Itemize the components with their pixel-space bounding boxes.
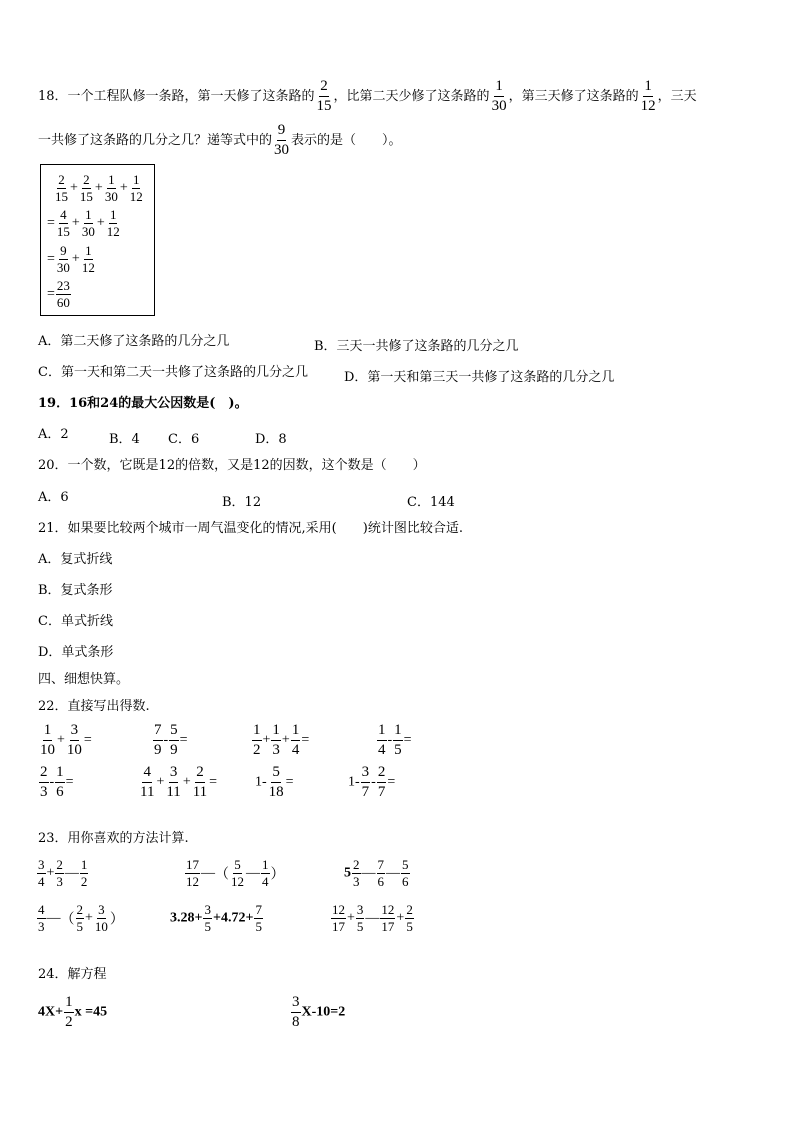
fraction	[261, 858, 270, 889]
numerator: 5	[169, 722, 179, 741]
fraction	[361, 764, 371, 801]
math-operator: =	[387, 774, 396, 790]
math-operator: -	[49, 774, 55, 790]
math-operator: -	[387, 732, 393, 748]
fraction	[203, 903, 212, 934]
denominator: 15	[79, 189, 93, 204]
denominator: 10	[94, 919, 108, 934]
option-b[interactable]: B．4	[109, 432, 140, 447]
numerator: 2	[353, 857, 360, 872]
fraction	[380, 903, 395, 934]
denominator: 9	[170, 742, 178, 758]
box-row	[53, 173, 145, 204]
math-operator: ）	[270, 867, 285, 883]
numerator: 1	[132, 172, 140, 187]
denominator: 12	[129, 189, 143, 204]
q22-item	[255, 764, 294, 801]
denominator: 9	[154, 742, 162, 758]
fraction	[271, 722, 281, 759]
math-operator: （	[60, 912, 75, 928]
math-operator: +	[46, 865, 55, 881]
denominator: 5	[356, 919, 364, 934]
numerator: 3	[38, 857, 45, 872]
numerator: 1	[80, 857, 88, 872]
numerator: 4	[60, 207, 67, 222]
math-operator: +4.72+	[212, 910, 254, 926]
math-operator: =	[83, 732, 92, 748]
denominator: 5	[255, 919, 262, 934]
option-d[interactable]: D．第一天和第三天一共修了这条路的几分之几	[344, 370, 615, 385]
denominator: 30	[104, 189, 118, 204]
q23-item	[330, 903, 415, 934]
math-operator: =	[47, 286, 55, 302]
fraction	[377, 764, 387, 801]
fraction	[94, 903, 109, 934]
math-operator: =	[403, 732, 412, 748]
fraction	[39, 764, 49, 801]
denominator: 12	[81, 260, 95, 275]
fraction	[291, 722, 301, 759]
q22-item	[152, 722, 188, 759]
math-operator: =	[65, 774, 74, 790]
numerator: 1	[271, 722, 281, 741]
fraction	[393, 722, 403, 759]
q23-text: 23．用你喜欢的方法计算.	[38, 831, 189, 846]
denominator: 2	[253, 742, 261, 758]
denominator: 15	[56, 224, 70, 239]
numerator: 2	[39, 764, 49, 783]
denominator: 6	[377, 874, 384, 889]
denominator: 6	[402, 874, 409, 889]
option-c[interactable]: C．6	[168, 432, 200, 447]
denominator: 4	[38, 874, 45, 889]
fraction	[268, 764, 285, 801]
numerator: 12	[381, 902, 395, 917]
math-operator: —	[201, 865, 215, 881]
denominator: 15	[316, 98, 332, 114]
math-operator: -	[163, 732, 169, 748]
denominator: 3	[272, 742, 280, 758]
q18-text: 18．一个工程队修一条路，第一天修了这条路的	[38, 89, 315, 104]
math-operator: 1-	[255, 774, 267, 790]
denominator: 4	[291, 742, 300, 758]
fraction	[55, 858, 64, 889]
math-operator: ）	[109, 912, 124, 928]
math-operator: +	[96, 215, 105, 231]
numerator: 1	[262, 857, 269, 872]
math-operator: +	[156, 774, 165, 790]
denominator: 30	[274, 142, 290, 158]
denominator: 17	[381, 919, 395, 934]
fraction	[252, 722, 262, 759]
math-operator: 3.28+	[170, 910, 203, 926]
q22-item	[251, 722, 309, 759]
denominator: 11	[140, 784, 155, 800]
denominator: 5	[76, 919, 83, 934]
fraction	[273, 122, 290, 159]
fraction	[56, 208, 71, 239]
fraction	[377, 858, 386, 889]
q18-line2: 一共修了这条路的几分之几？递等式中的 $\frac{9}{30}$ 表示的是（ ）。	[38, 122, 402, 158]
q21-text: 21．如果要比较两个城市一周气温变化的情况,采用( )统计图比较合适.	[38, 521, 463, 536]
fraction	[316, 78, 333, 115]
fraction	[37, 903, 46, 934]
fraction	[192, 764, 208, 801]
numerator: 2	[377, 764, 387, 783]
fraction	[153, 722, 163, 759]
denominator: 2	[80, 874, 88, 889]
fraction	[106, 208, 121, 239]
fraction	[81, 208, 96, 239]
math-operator: +	[182, 774, 191, 790]
option-b[interactable]: B．复式条形	[38, 583, 113, 598]
denominator: 3	[38, 919, 45, 934]
numerator: 7	[153, 722, 163, 741]
denominator: 3	[40, 784, 48, 800]
math-operator: —	[386, 865, 400, 881]
math-operator: —	[361, 865, 376, 881]
math-operator: 5	[344, 865, 351, 881]
denominator: 18	[268, 784, 284, 800]
denominator: 10	[66, 742, 82, 758]
fraction	[352, 858, 361, 889]
denominator: 2	[65, 1014, 73, 1030]
numerator: 5	[402, 857, 409, 872]
option-c[interactable]: C．单式折线	[38, 614, 113, 629]
q22-item	[38, 764, 74, 801]
math-operator: +	[94, 180, 103, 196]
denominator: 5	[394, 742, 402, 758]
fraction	[76, 903, 85, 934]
fraction	[185, 858, 200, 889]
denominator: 30	[491, 98, 507, 114]
numerator: 1	[252, 722, 262, 741]
fraction	[356, 903, 365, 934]
denominator: 11	[166, 784, 181, 800]
fraction	[55, 764, 65, 801]
math-operator: —	[365, 910, 380, 926]
math-operator: —	[46, 910, 61, 926]
numerator: 3	[70, 722, 80, 741]
numerator: 3	[204, 902, 211, 917]
fraction	[80, 858, 89, 889]
q22-item	[348, 764, 395, 801]
numerator: 3	[361, 764, 371, 783]
denominator: 6	[56, 784, 64, 800]
math-operator: +	[85, 910, 93, 926]
denominator: 3	[56, 874, 63, 889]
q23-item	[344, 858, 411, 889]
q23-item	[170, 903, 264, 934]
box-row	[47, 244, 97, 275]
numerator: 1	[55, 764, 65, 783]
fraction	[54, 173, 69, 204]
math-operator: x =45	[74, 1004, 108, 1020]
fraction	[39, 722, 56, 759]
denominator: 15	[55, 189, 68, 204]
denominator: 12	[231, 874, 244, 889]
option-d[interactable]: D．8	[255, 432, 287, 447]
denominator: 11	[192, 784, 208, 800]
q23-item	[36, 858, 89, 889]
fraction	[56, 244, 71, 275]
section-heading: 四、细想快算。	[38, 672, 130, 687]
math-operator: +	[281, 732, 290, 748]
q18-line1: 18．一个工程队修一条路，第一天修了这条路的 $\frac{2}{15}$ ，比第二天少修了这条路的 $\frac{1}{30}$ ，第三天修了这条路的 $\frac{1}{12}$ ，三天	[38, 78, 697, 114]
math-operator: 4X+	[38, 1004, 64, 1020]
numerator: 9	[277, 122, 287, 141]
math-operator: （	[215, 867, 229, 883]
fraction	[79, 173, 94, 204]
numerator: 1	[64, 994, 74, 1013]
numerator: 7	[377, 857, 384, 872]
math-operator: -	[371, 774, 376, 790]
math-operator: +	[71, 251, 80, 267]
math-operator: +	[71, 215, 80, 231]
numerator: 1	[291, 722, 301, 741]
numerator: 4	[142, 764, 152, 783]
q22-item	[376, 722, 412, 759]
numerator: 5	[234, 857, 241, 872]
q22-text: 22．直接写出得数.	[38, 699, 150, 714]
denominator: 30	[81, 224, 95, 239]
fraction	[230, 858, 245, 889]
option-a[interactable]: A．复式折线	[38, 552, 113, 567]
q22-item	[138, 764, 217, 801]
denominator: 60	[56, 295, 70, 310]
fraction	[139, 764, 155, 801]
math-operator: +	[57, 732, 65, 748]
fraction	[254, 903, 263, 934]
denominator: 8	[292, 1014, 300, 1030]
numerator: 2	[58, 172, 65, 187]
option-c[interactable]: C．144	[407, 495, 455, 510]
option-a[interactable]: A．6	[38, 490, 69, 505]
fraction	[37, 858, 46, 889]
numerator: 3	[291, 994, 301, 1013]
numerator: 2	[319, 78, 329, 97]
option-b[interactable]: B．12	[222, 495, 262, 510]
denominator: 5	[204, 919, 211, 934]
numerator: 3	[356, 902, 364, 917]
box-row	[47, 208, 122, 239]
fraction	[64, 994, 74, 1031]
denominator: 7	[361, 784, 370, 800]
fraction	[491, 78, 508, 115]
math-operator: =	[179, 732, 188, 748]
denominator: 12	[106, 224, 120, 239]
fraction	[405, 903, 414, 934]
q23-item	[184, 858, 285, 889]
numerator: 4	[38, 902, 45, 917]
numerator: 2	[56, 857, 63, 872]
math-operator: +	[262, 732, 271, 748]
numerator: 9	[60, 243, 67, 258]
fraction	[401, 858, 410, 889]
numerator: 2	[195, 764, 205, 783]
fraction	[169, 722, 179, 759]
option-c[interactable]: C．第一天和第二天一共修了这条路的几分之几	[38, 365, 308, 380]
option-a[interactable]: A．第二天修了这条路的几分之几	[38, 334, 230, 349]
fraction	[377, 722, 387, 759]
math-operator: 1-	[348, 774, 360, 790]
math-operator: —	[64, 865, 79, 881]
numerator: 2	[83, 172, 90, 187]
fraction	[165, 764, 181, 801]
math-operator: +	[396, 910, 405, 926]
calculation-box	[40, 164, 155, 316]
numerator: 2	[76, 902, 83, 917]
fraction	[81, 244, 96, 275]
denominator: 17	[332, 919, 345, 934]
numerator: 12	[332, 902, 345, 917]
math-operator: +	[70, 180, 78, 196]
denominator: 10	[40, 742, 55, 758]
math-operator: X-10=2	[301, 1004, 346, 1020]
denominator: 12	[640, 98, 656, 114]
q20-text: 20．一个数，它既是12的倍数，又是12的因数，这个数是（ ）	[38, 458, 426, 473]
option-b[interactable]: B．三天一共修了这条路的几分之几	[314, 339, 519, 354]
math-operator: +	[119, 180, 128, 196]
fraction	[104, 173, 119, 204]
numerator: 5	[271, 764, 281, 783]
math-operator: =	[209, 774, 218, 790]
box-row	[47, 279, 72, 310]
denominator: 3	[353, 874, 360, 889]
option-d[interactable]: D．单式条形	[38, 645, 114, 660]
numerator: 23	[56, 278, 70, 293]
fraction	[66, 722, 83, 759]
q19-text: 19．16和24的最大公因数是( )。	[38, 396, 248, 411]
option-a[interactable]: A．2	[38, 427, 69, 442]
math-operator: =	[47, 251, 55, 267]
math-operator: =	[47, 215, 55, 231]
q24-text: 24．解方程	[38, 967, 107, 982]
numerator: 1	[643, 78, 653, 97]
fraction	[640, 78, 657, 115]
numerator: 2	[406, 902, 413, 917]
denominator: 4	[378, 742, 386, 758]
numerator: 1	[43, 722, 53, 741]
denominator: 5	[406, 919, 413, 934]
numerator: 1	[494, 78, 504, 97]
numerator: 1	[109, 207, 117, 222]
numerator: 1	[85, 243, 92, 258]
numerator: 7	[255, 902, 262, 917]
equation-2	[290, 994, 345, 1031]
numerator: 3	[98, 902, 105, 917]
fraction	[291, 994, 301, 1031]
math-operator: =	[301, 732, 310, 748]
numerator: 1	[85, 207, 92, 222]
fraction	[56, 279, 71, 310]
denominator: 7	[377, 784, 386, 800]
q23-item	[36, 903, 124, 934]
numerator: 1	[108, 172, 115, 187]
fraction	[331, 903, 346, 934]
numerator: 3	[169, 764, 179, 783]
denominator: 12	[186, 874, 199, 889]
denominator: 30	[56, 260, 70, 275]
math-operator: —	[246, 865, 260, 881]
numerator: 17	[186, 857, 199, 872]
fraction	[129, 173, 144, 204]
numerator: 1	[377, 722, 387, 741]
math-operator: +	[347, 910, 355, 926]
numerator: 1	[393, 722, 403, 741]
q22-item	[38, 722, 92, 759]
math-operator: =	[285, 774, 294, 790]
equation-1	[38, 994, 107, 1031]
denominator: 4	[262, 874, 269, 889]
